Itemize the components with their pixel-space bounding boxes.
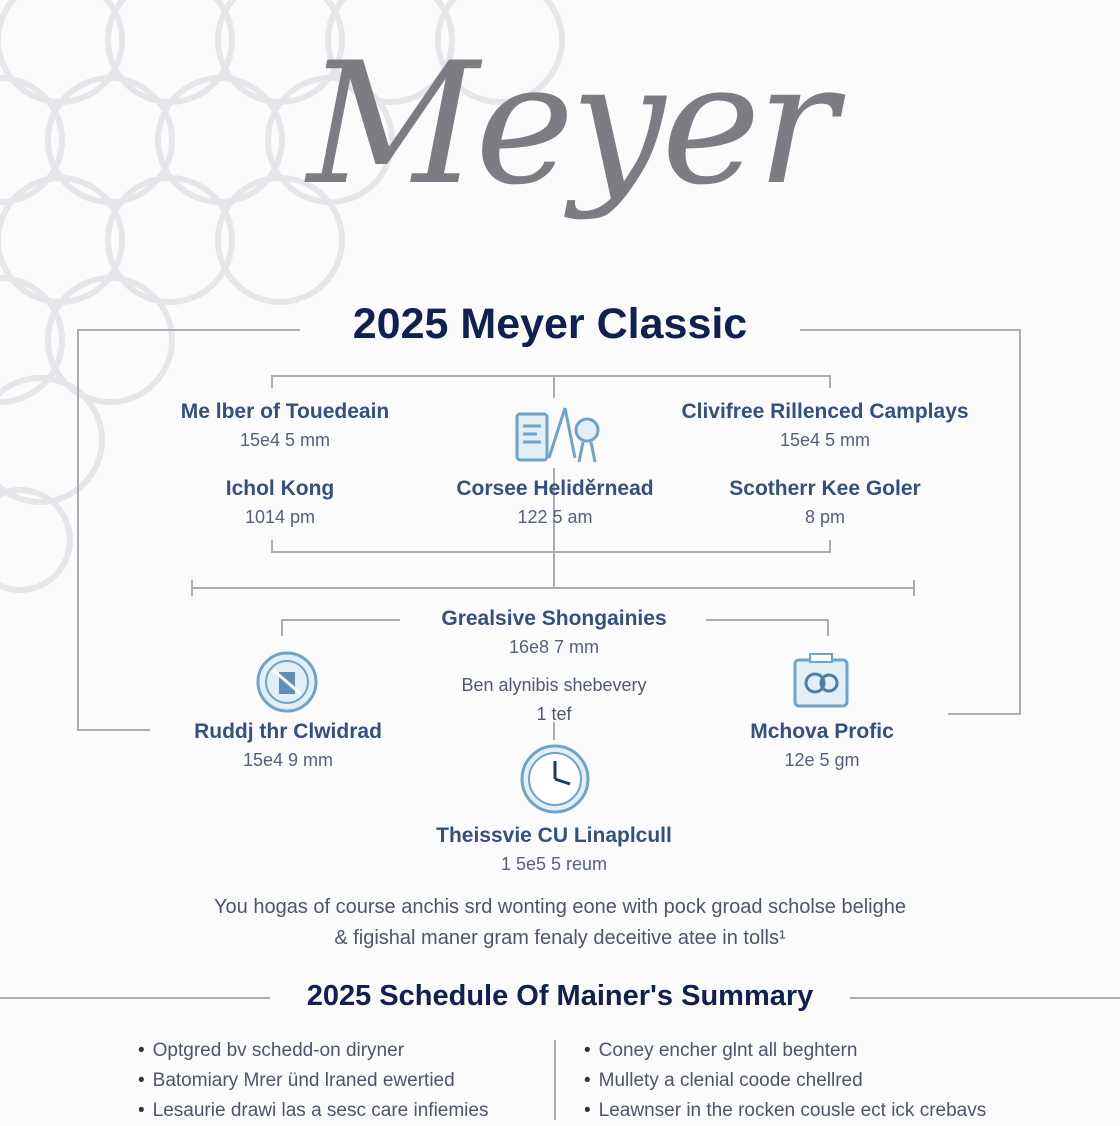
clock-icon <box>518 742 592 816</box>
event-item <box>404 824 704 875</box>
list-item: • Optgred bv schedd-on diryner <box>138 1036 538 1066</box>
list-item: • Coney encher glnt all beghtern <box>584 1036 1014 1066</box>
go-box-icon <box>792 652 850 710</box>
summary-left-column <box>138 1036 538 1126</box>
list-item: • Batomiary Mrer ünd lraned ewertied <box>138 1066 538 1096</box>
event-item <box>404 607 704 658</box>
event-item <box>700 477 950 528</box>
description-line: & figishal maner gram fenaly deceitive atee in tolls¹ <box>334 927 786 949</box>
summary-right-column <box>584 1036 1014 1126</box>
event-item <box>700 720 944 771</box>
event-name: Scotherr Kee Goler <box>729 477 921 500</box>
event-name: Corsee Heliděrnead <box>456 477 654 500</box>
document-pen-icon <box>513 402 603 466</box>
event-name: Grealsive Shongainies <box>441 607 667 630</box>
event-time: 15e4 9 mm <box>242 750 334 770</box>
note-line: Ben alynibis shebevery <box>461 675 647 695</box>
event-title: 2025 Meyer Classic <box>300 300 800 349</box>
event-time: 12e 5 gm <box>784 750 860 770</box>
badge-icon <box>255 650 319 714</box>
event-time: 1014 pm <box>244 507 316 527</box>
event-name: Me lber of Touedeain <box>180 400 390 423</box>
note-line: 1 tef <box>536 704 572 724</box>
event-item <box>140 400 430 451</box>
event-name: Clivifree Rillenced Camplays <box>681 400 969 423</box>
event-time: 16e8 7 mm <box>508 637 600 657</box>
event-time: 1 5e5 5 reum <box>500 854 608 874</box>
schedule-note <box>404 675 704 725</box>
event-name: Ruddj thr Clwidrad <box>194 720 382 743</box>
event-item <box>160 720 416 771</box>
event-time: 122 5 am <box>517 507 593 527</box>
event-description <box>150 892 970 954</box>
event-item <box>660 400 990 451</box>
event-item <box>420 477 690 528</box>
list-item: • Mullety a clenial coode chellred <box>584 1066 1014 1096</box>
event-time: 15e4 5 mm <box>779 430 871 450</box>
event-time: 8 pm <box>804 507 846 527</box>
summary-heading: 2025 Schedule Of Mainer's Summary <box>280 980 840 1013</box>
description-line: You hogas of course anchis srd wonting eone with pock groad scholse belighe <box>214 896 906 918</box>
meyer-logo: Meyer <box>306 26 834 222</box>
event-name: Theissvie CU Linaplcull <box>436 824 672 847</box>
event-name: Mchova Profic <box>750 720 894 743</box>
event-time: 15e4 5 mm <box>239 430 331 450</box>
list-item: • Leawnser in the rocken cousle ect ick crebavs <box>584 1096 1014 1126</box>
event-item <box>160 477 400 528</box>
list-item: • Lesaurie drawi las a sesc care infiemies <box>138 1096 538 1126</box>
event-name: Ichol Kong <box>225 477 335 500</box>
